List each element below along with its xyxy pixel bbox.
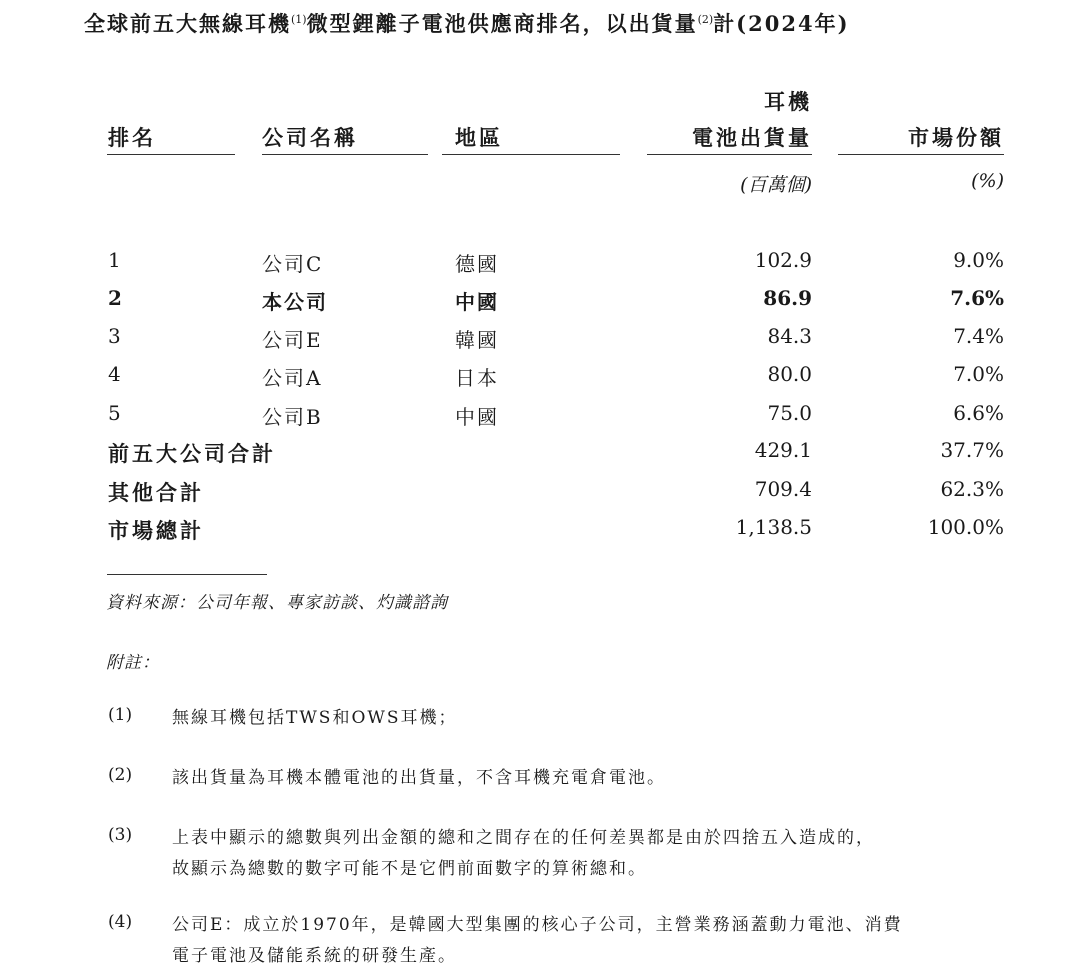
totals-shipment: 1,138.5 bbox=[735, 515, 812, 539]
totals-label: 前五大公司合計 bbox=[108, 441, 276, 466]
table-cell-company: 公司C bbox=[262, 252, 324, 276]
note-text-line: 電子電池及儲能系統的研發生產。 bbox=[172, 946, 457, 966]
notes-heading: 附註： bbox=[106, 653, 160, 673]
table-cell-shipment: 102.9 bbox=[754, 248, 812, 272]
table-cell-share: 9.0% bbox=[953, 248, 1004, 272]
table-cell-shipment: 86.9 bbox=[763, 286, 812, 310]
note-number: (4) bbox=[108, 912, 133, 932]
totals-share: 100.0% bbox=[927, 515, 1004, 539]
table-cell-region: 韓國 bbox=[455, 328, 499, 352]
unit-shipment: (百萬個) bbox=[740, 174, 812, 196]
table-cell-rank: 4 bbox=[108, 362, 121, 386]
note-number: (3) bbox=[108, 825, 133, 845]
table-cell-company: 本公司 bbox=[262, 290, 328, 314]
header-rank: 排名 bbox=[108, 125, 156, 150]
table-cell-share: 6.6% bbox=[953, 401, 1004, 425]
title-part-2: 微型鋰離子電池供應商排名，以出貨量 bbox=[306, 11, 698, 36]
table-cell-company: 公司B bbox=[262, 405, 323, 429]
table-cell-share: 7.6% bbox=[950, 286, 1004, 310]
header-shipment-line2: 電池出貨量 bbox=[692, 125, 812, 150]
header-underline-shipment bbox=[647, 154, 812, 155]
title-part-1: 全球前五大無線耳機 bbox=[84, 11, 291, 36]
table-cell-rank: 5 bbox=[108, 401, 121, 425]
table-cell-region: 日本 bbox=[455, 366, 499, 390]
title-footnote-ref-1: (1) bbox=[291, 13, 307, 26]
table-cell-shipment: 80.0 bbox=[767, 362, 812, 386]
note-number: (1) bbox=[108, 705, 133, 725]
note-text-line: 上表中顯示的總數與列出金額的總和之間存在的任何差異都是由於四捨五入造成的， bbox=[172, 828, 875, 848]
table-cell-rank: 3 bbox=[108, 324, 121, 348]
note-text-line: 公司E：成立於1970年，是韓國大型集團的核心子公司，主營業務涵蓋動力電池、消費 bbox=[172, 915, 903, 935]
table-cell-shipment: 75.0 bbox=[767, 401, 812, 425]
header-share: 市場份額 bbox=[908, 125, 1004, 150]
unit-share: (%) bbox=[971, 170, 1004, 192]
header-underline-rank bbox=[107, 154, 235, 155]
table-cell-region: 中國 bbox=[455, 290, 499, 314]
table-cell-rank: 2 bbox=[108, 286, 122, 310]
table-cell-company: 公司A bbox=[262, 366, 323, 390]
table-cell-company: 公司E bbox=[262, 328, 323, 352]
totals-share: 62.3% bbox=[940, 477, 1004, 501]
title-footnote-ref-2: (2) bbox=[697, 13, 714, 26]
totals-shipment: 709.4 bbox=[754, 477, 812, 501]
note-number: (2) bbox=[108, 765, 133, 785]
totals-label: 市場總計 bbox=[108, 518, 204, 543]
header-underline-company bbox=[262, 154, 428, 155]
title-part-3: 計(2024年) bbox=[713, 11, 850, 36]
totals-shipment: 429.1 bbox=[754, 438, 812, 462]
table-cell-region: 中國 bbox=[455, 405, 499, 429]
header-underline-share bbox=[838, 154, 1004, 155]
totals-label: 其他合計 bbox=[108, 480, 204, 505]
header-company: 公司名稱 bbox=[262, 125, 358, 150]
table-cell-rank: 1 bbox=[108, 248, 121, 272]
header-shipment-line1: 耳機 bbox=[764, 89, 812, 114]
table-cell-region: 德國 bbox=[455, 252, 499, 276]
source-divider bbox=[107, 574, 267, 575]
header-region: 地區 bbox=[455, 125, 503, 150]
header-underline-region bbox=[442, 154, 620, 155]
note-text-line: 故顯示為總數的數字可能不是它們前面數字的算術總和。 bbox=[172, 859, 647, 879]
table-cell-shipment: 84.3 bbox=[767, 324, 812, 348]
page-title bbox=[84, 8, 850, 38]
table-cell-share: 7.4% bbox=[953, 324, 1004, 348]
totals-share: 37.7% bbox=[940, 438, 1004, 462]
table-cell-share: 7.0% bbox=[953, 362, 1004, 386]
source-text: 資料來源：公司年報、專家訪談、灼識諮詢 bbox=[106, 593, 448, 613]
note-text-line: 該出貨量為耳機本體電池的出貨量，不含耳機充電倉電池。 bbox=[172, 768, 666, 788]
note-text-line: 無線耳機包括TWS和OWS耳機； bbox=[172, 708, 458, 728]
